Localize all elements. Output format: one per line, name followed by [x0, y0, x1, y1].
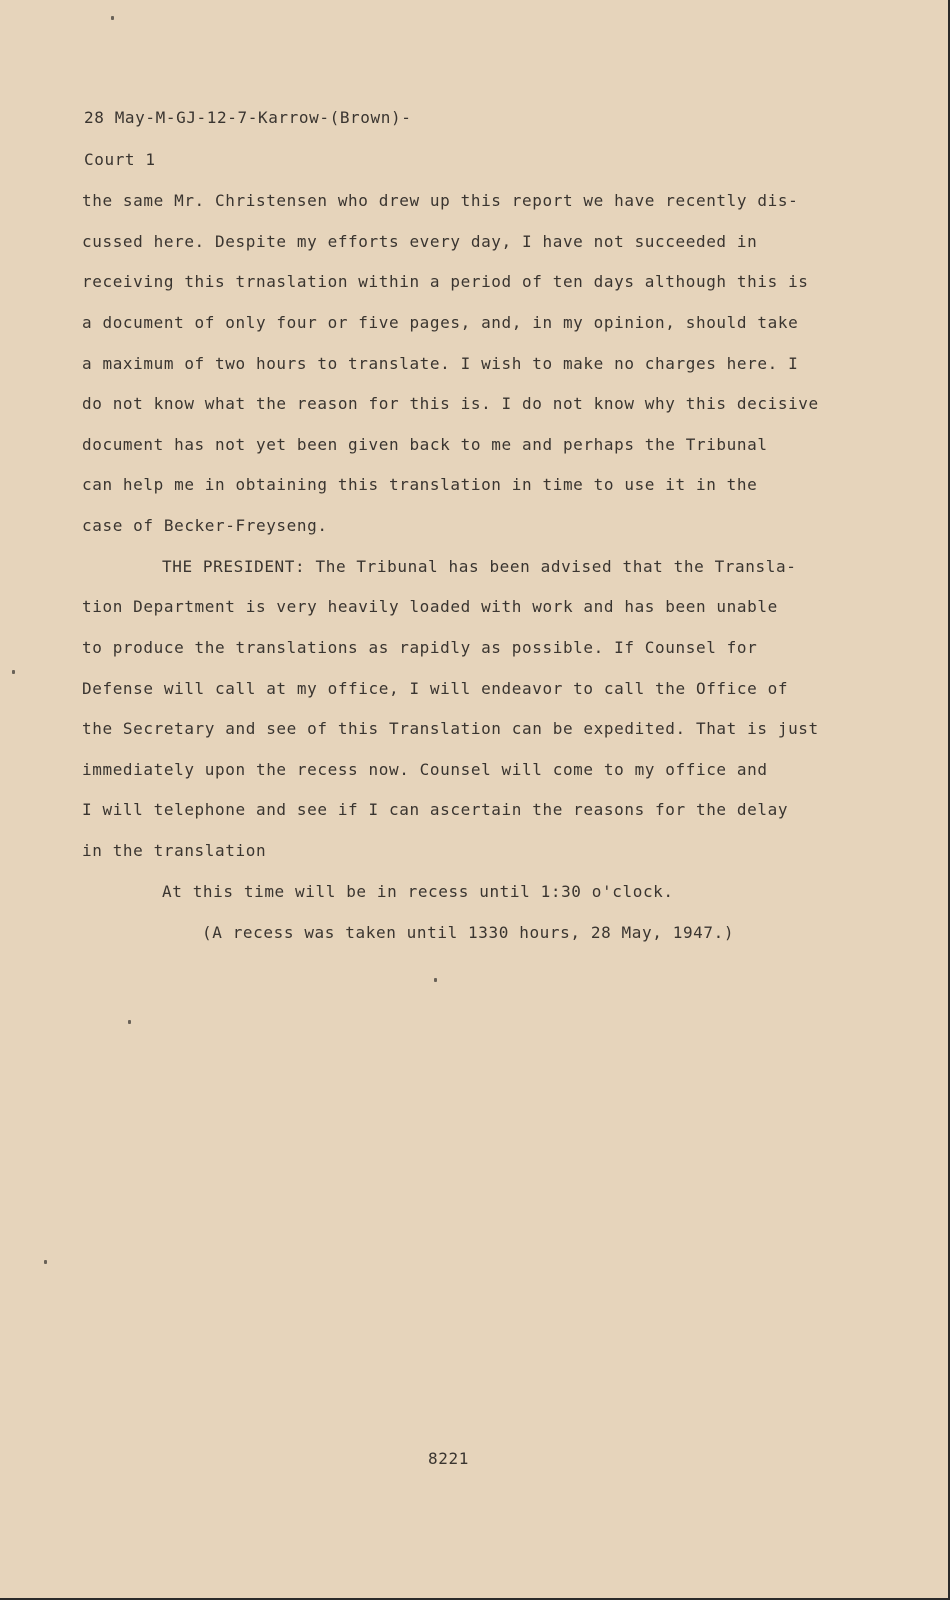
document-header: 28 May-M-GJ-12-7-Karrow-(Brown)-: [84, 108, 412, 127]
paper-speck: [111, 16, 114, 20]
paper-speck: [434, 978, 437, 982]
paragraph-2-line: THE PRESIDENT: The Tribunal has been advised that the Transla-: [162, 557, 797, 576]
paragraph-1-line: can help me in obtaining this translation in time to use it in the: [82, 475, 758, 494]
paragraph-1-line: a document of only four or five pages, and, in my opinion, should take: [82, 313, 799, 332]
paragraph-1-line: document has not yet been given back to me and perhaps the Tribunal: [82, 435, 768, 454]
page-number: 8221: [428, 1449, 469, 1468]
paper-speck: [12, 670, 15, 674]
paragraph-1-line: receiving this trnaslation within a period of ten days although this is: [82, 272, 809, 291]
paper-speck: [128, 1020, 131, 1024]
paper-speck: [44, 1260, 47, 1264]
recess-note: (A recess was taken until 1330 hours, 28 May, 1947.): [202, 923, 735, 942]
paragraph-1-line: do not know what the reason for this is. I do not know why this decisive: [82, 394, 819, 413]
paragraph-1-line: cussed here. Despite my efforts every day, I have not succeeded in: [82, 232, 758, 251]
paragraph-2-line: Defense will call at my office, I will endeavor to call the Office of: [82, 679, 789, 698]
paragraph-2-line: tion Department is very heavily loaded with work and has been unable: [82, 597, 778, 616]
court-label: Court 1: [84, 150, 156, 169]
recess-statement: At this time will be in recess until 1:30 o'clock.: [162, 882, 674, 901]
paragraph-2-line: in the translation: [82, 841, 267, 860]
paragraph-1-line: the same Mr. Christensen who drew up this report we have recently dis-: [82, 191, 799, 210]
paragraph-2-line: I will telephone and see if I can ascertain the reasons for the delay: [82, 800, 789, 819]
paragraph-1-line: case of Becker-Freyseng.: [82, 516, 328, 535]
paragraph-2-line: immediately upon the recess now. Counsel will come to my office and: [82, 760, 768, 779]
paragraph-1-line: a maximum of two hours to translate. I wish to make no charges here. I: [82, 354, 799, 373]
paragraph-2-line: the Secretary and see of this Translation can be expedited. That is just: [82, 719, 819, 738]
paragraph-2-line: to produce the translations as rapidly as possible. If Counsel for: [82, 638, 758, 657]
